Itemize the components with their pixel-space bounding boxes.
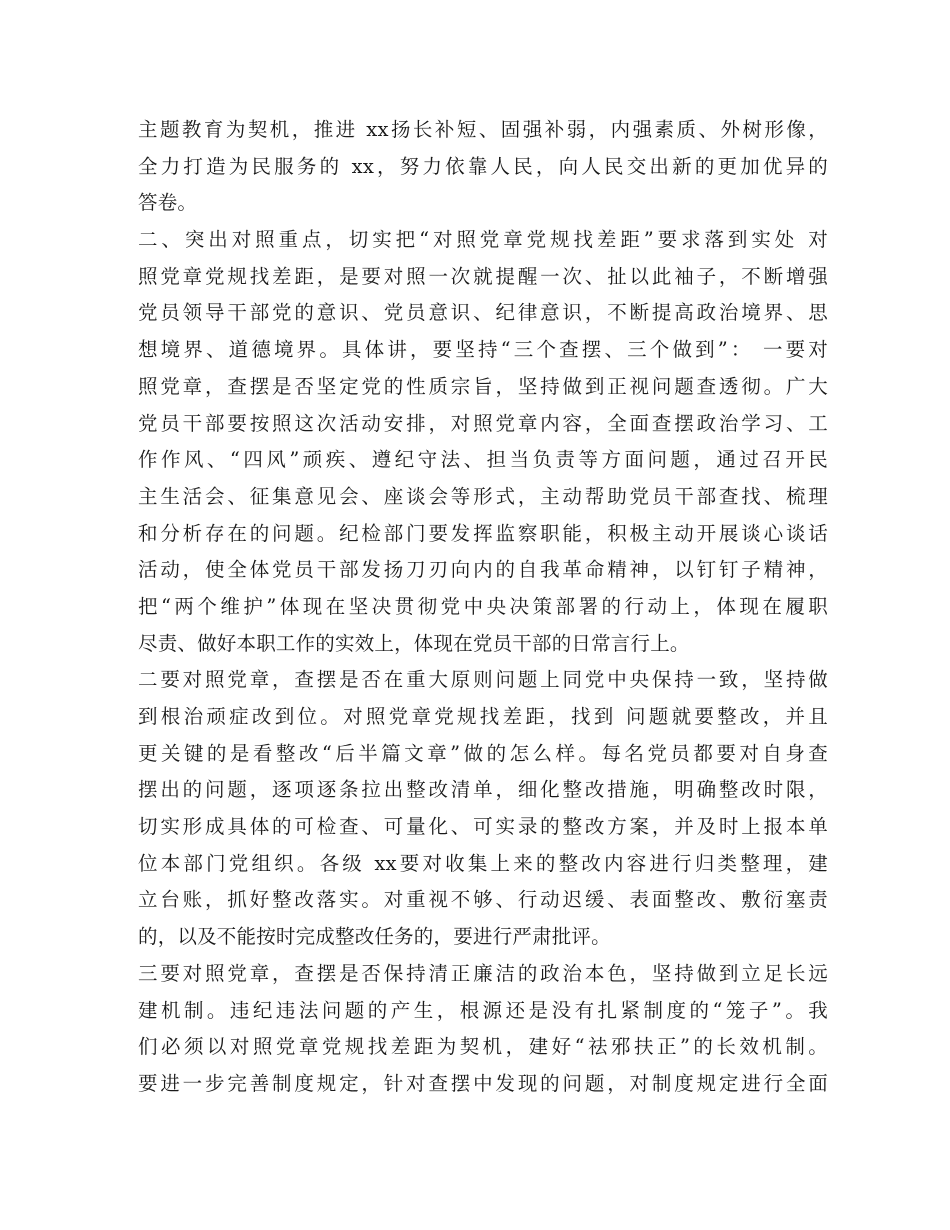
text-line: 位本部门党组织。各级 xx要对收集上来的整改内容进行归类整理，建 <box>138 851 828 875</box>
text-line: 三要对照党章，查摆是否保持清正廉洁的政治本色，坚持做到立足长远 <box>138 961 828 985</box>
text-line: 到根治顽症改到位。对照党章党规找差距，找到 问题就要整改，并且 <box>138 705 828 728</box>
text-line: 全力打造为民服务的 xx，努力依靠人民，向人民交出新的更加优异的 <box>138 154 828 178</box>
text-line: 照党章，查摆是否坚定党的性质宗旨，坚持做到正视问题查透彻。广大 <box>138 374 828 398</box>
text-line: 二、突出对照重点，切实把“对照党章党规找差距”要求落到实处 对 <box>138 228 828 252</box>
text-line: 想境界、道德境界。具体讲，要坚持“三个查摆、三个做到”： 一要对 <box>138 338 828 362</box>
text-line: 尽责、做好本职工作的实效上，体现在党员干部的日常言行上。 <box>138 631 690 655</box>
text-line: 切实形成具体的可检查、可量化、可实录的整改方案，并及时上报本单 <box>138 815 828 839</box>
text-line: 建机制。违纪违法问题的产生，根源还是没有扎紧制度的“笼子”。我 <box>138 998 828 1022</box>
text-line: 主题教育为契机，推进 xx扬长补短、固强补弱，内强素质、外树形像， <box>138 118 828 141</box>
document-body <box>138 112 828 1103</box>
text-line: 和分析存在的问题。纪检部门要发挥监察职能，积极主动开展谈心谈话 <box>138 521 828 545</box>
text-line: 要进一步完善制度规定，针对查摆中发现的问题，对制度规定进行全面 <box>138 1071 828 1095</box>
text-line: 更关键的是看整改“后半篇文章”做的怎么样。每名党员都要对自身查 <box>138 741 828 765</box>
text-line: 作作风、“四风”顽疾、遵纪守法、担当负责等方面问题，通过召开民 <box>138 448 828 472</box>
text-line: 立台账，抓好整改落实。对重视不够、行动迟缓、表面整改、敷衍塞责 <box>138 888 828 912</box>
text-line: 活动，使全体党员干部发扬刀刃向内的自我革命精神，以钉钉子精神， <box>138 558 828 582</box>
text-line: 照党章党规找差距，是要对照一次就提醒一次、扯以此袖子，不断增强 <box>138 264 828 288</box>
text-line: 二要对照党章，查摆是否在重大原则问题上同党中央保持一致，坚持做 <box>138 668 828 692</box>
text-line: 摆出的问题，逐项逐条拉出整改清单，细化整改措施，明确整改时限， <box>138 778 828 802</box>
text-line: 党员干部要按照这次活动安排，对照党章内容，全面查摆政治学习、工 <box>138 411 828 435</box>
text-line: 主生活会、征集意见会、座谈会等形式，主动帮助党员干部查找、梳理 <box>138 484 828 508</box>
text-line: 答卷。 <box>138 191 198 215</box>
text-line: 党员领导干部党的意识、党员意识、纪律意识，不断提高政治境界、思 <box>138 301 828 325</box>
text-line: 把“两个维护”体现在坚决贯彻党中央决策部署的行动上，体现在履职 <box>138 594 828 618</box>
text-line: 们必须以对照党章党规找差距为契机，建好“祛邪扶正”的长效机制。 <box>138 1035 828 1059</box>
text-line: 的，以及不能按时完成整改任务的，要进行严肃批评。 <box>138 925 611 949</box>
